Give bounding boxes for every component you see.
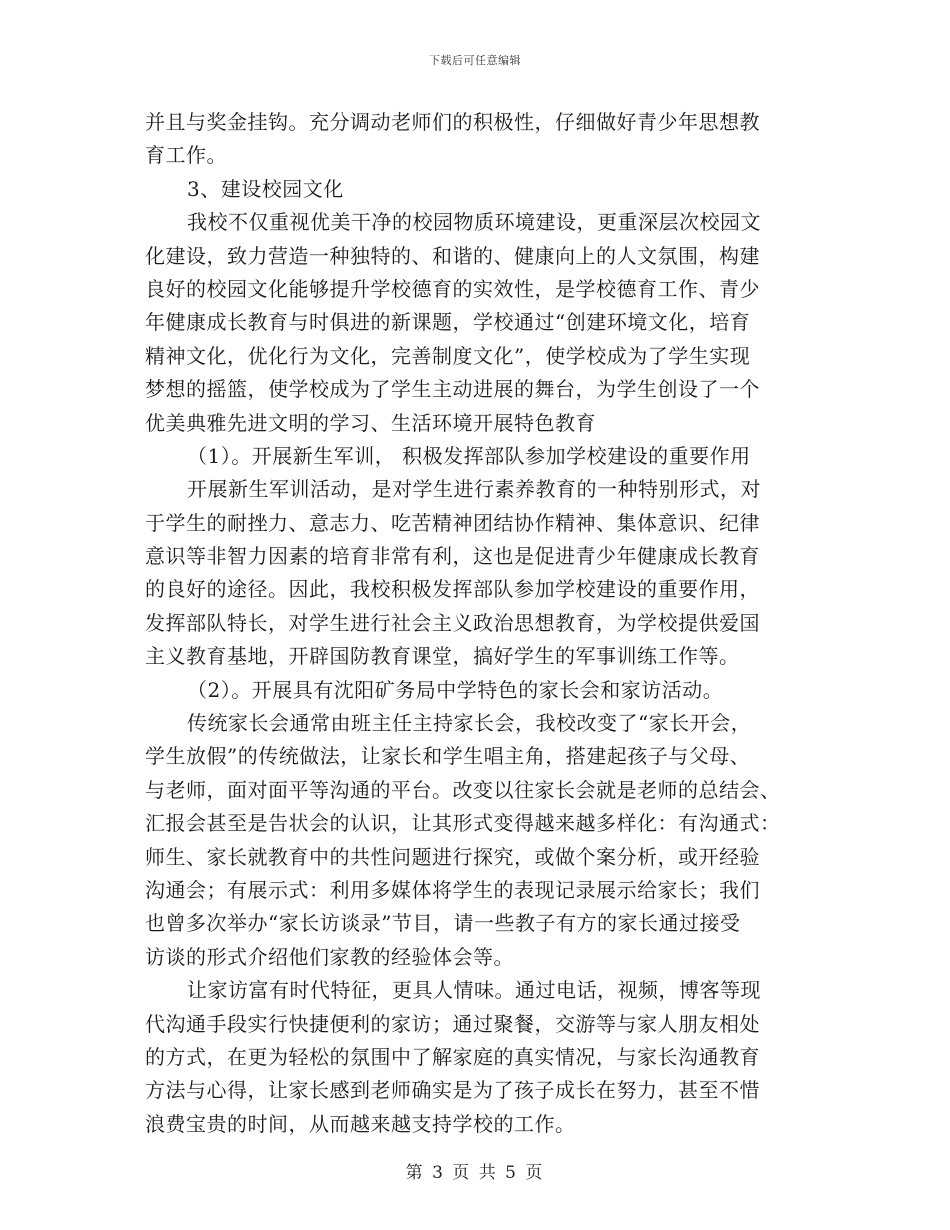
text-line: 沟通会；有展示式：利用多媒体将学生的表现记录展示给家长；我们 bbox=[145, 877, 760, 902]
text-line: 与老师，面对面平等沟通的平台。改变以往家长会就是老师的总结会、 bbox=[145, 777, 781, 802]
text-line: 的方式，在更为轻松的氛围中了解家庭的真实情况，与家长沟通教育 bbox=[145, 1044, 760, 1069]
text-line: 于学生的耐挫力、意志力、吃苦精神团结协作精神、集体意识、纪律 bbox=[145, 510, 760, 535]
text-line: 优美典雅先进文明的学习、生活环境开展特色教育 bbox=[145, 410, 596, 435]
text-line: 并且与奖金挂钩。充分调动老师们的积极性，仔细做好青少年思想教 bbox=[145, 110, 760, 134]
text-line: 开展新生军训活动，是对学生进行素养教育的一种特别形式，对 bbox=[187, 477, 761, 502]
page-header-note: 下载后可任意编辑 bbox=[429, 54, 521, 67]
text-line: 传统家长会通常由班主任主持家长会，我校改变了“家长开会， bbox=[187, 711, 752, 736]
text-line: 良好的校园文化能够提升学校德育的实效性，是学校德育工作、青少 bbox=[145, 276, 760, 301]
text-line: （2）。开展具有沈阳矿务局中学特色的家长会和家访活动。 bbox=[187, 677, 724, 702]
text-line: 的良好的途径。因此，我校积极发挥部队参加学校建设的重要作用， bbox=[145, 577, 760, 602]
text-line: 主义教育基地，开辟国防教育课堂，搞好学生的军事训练工作等。 bbox=[145, 644, 740, 669]
text-line: 化建设，致力营造一种独特的、和谐的、健康向上的人文氛围，构建 bbox=[145, 243, 760, 268]
text-line: 汇报会甚至是告状会的认识，让其形式变得越来越多样化：有沟通式： bbox=[145, 811, 781, 836]
text-line: 意识等非智力因素的培育非常有利，这也是促进青少年健康成长教育 bbox=[145, 544, 760, 569]
text-line: 年健康成长教育与时俱进的新课题，学校通过“创建环境文化，培育 bbox=[145, 310, 751, 335]
text-line: 育工作。 bbox=[145, 143, 227, 168]
text-line: 我校不仅重视优美干净的校园物质环境建设，更重深层次校园文 bbox=[187, 210, 761, 235]
text-line: 师生、家长就教育中的共性问题进行探究，或做个案分析，或开经验 bbox=[145, 844, 760, 869]
text-line: 精神文化，优化行为文化，完善制度文化”，使学校成为了学生实现 bbox=[145, 343, 751, 368]
text-line: 让家访富有时代特征，更具人情味。通过电话，视频，博客等现 bbox=[187, 978, 761, 1003]
text-line: 学生放假”的传统做法，让家长和学生唱主角，搭建起孩子与父母、 bbox=[145, 744, 751, 769]
text-line: 梦想的摇篮，使学校成为了学生主动进展的舞台，为学生创设了一个 bbox=[145, 377, 760, 402]
text-line: （1）。开展新生军训， 积极发挥部队参加学校建设的重要作用 bbox=[187, 443, 751, 468]
text-line: 发挥部队特长，对学生进行社会主义政治思想教育，为学校提供爱国 bbox=[145, 610, 760, 635]
text-line: 也曾多次举办“家长访谈录”节目，请一些教子有方的家长通过接受 bbox=[145, 911, 741, 936]
document-body bbox=[145, 106, 805, 1141]
text-line: 访谈的形式介绍他们家教的经验体会等。 bbox=[145, 944, 514, 969]
page-number: 第 3 页 共 5 页 bbox=[405, 1163, 545, 1183]
text-line: 浪费宝贵的时间，从而越来越支持学校的工作。 bbox=[145, 1111, 576, 1136]
text-line: 代沟通手段实行快捷便利的家访；通过聚餐，交游等与家人朋友相处 bbox=[145, 1011, 760, 1036]
text-line: 方法与心得，让家长感到老师确实是为了孩子成长在努力，甚至不惜 bbox=[145, 1078, 760, 1103]
text-line: 3、建设校园文化 bbox=[187, 176, 344, 201]
